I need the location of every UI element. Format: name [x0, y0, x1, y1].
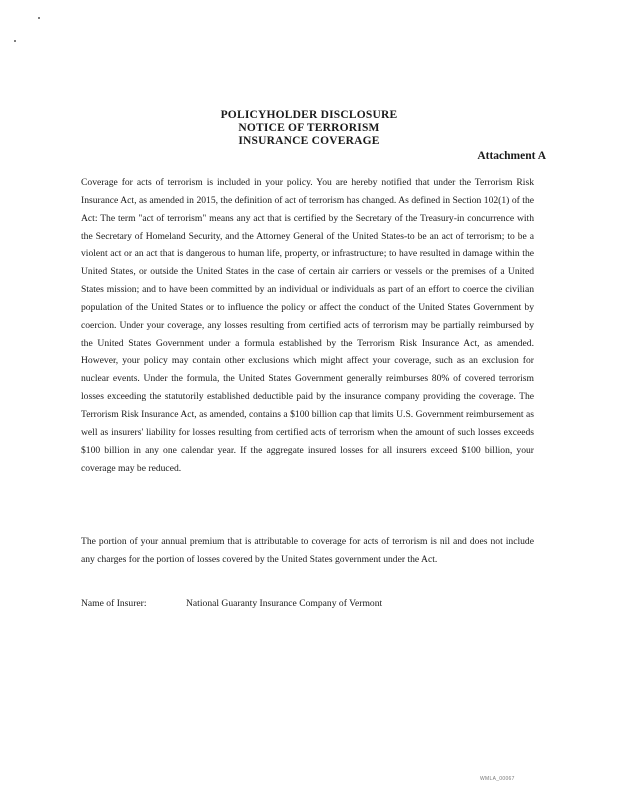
- bates-number: WMLA_00067: [480, 776, 515, 782]
- scan-speck: [38, 17, 40, 19]
- coverage-paragraph: Coverage for acts of terrorism is included in your policy. You are hereby notified that under the Terrorism Risk Insurance Act, as amended in 2015, the definition of act of terrorism has changed. As defined in Section 102(1) of the Act: The term "act of terrorism" means any act that is certified by the Secretary of the Treasury-in concurrence with the Secretary of Homeland Security, and the Attorney General of the United States-to be an act of terrorism; to be a violent act or an act that is dangerous to human life, property, or infrastructure; to have resulted in damage within the United States, or outside the United States in the case of certain air carriers or vessels or the premises of a United States mission; and to have been committed by an individual or individuals as part of an effort to coerce the civilian population of the United States or to influence the policy or affect the conduct of the United States Government by coercion. Under your coverage, any losses resulting from certified acts of terrorism may be partially reimbursed by the United States Government under a formula established by the Terrorism Risk Insurance Act, as amended. However, your policy may contain other exclusions which might affect your coverage, such as an exclusion for nuclear events. Under the formula, the United States Government generally reimburses 80% of covered terrorism losses exceeding the statutorily established deductible paid by the insurance company providing the coverage. The Terrorism Risk Insurance Act, as amended, contains a $100 billion cap that limits U.S. Government reimbursement as well as insurers' liability for losses resulting from certified acts of terrorism when the amount of such losses exceeds $100 billion in any one calendar year. If the aggregate insured losses for all insurers exceed $100 billion, your coverage may be reduced.: [81, 177, 534, 474]
- disclosure-title-line-2: NOTICE OF TERRORISM: [238, 122, 380, 134]
- disclosure-title-line-1: POLICYHOLDER DISCLOSURE: [220, 109, 398, 121]
- scan-speck: [14, 40, 16, 42]
- premium-paragraph: The portion of your annual premium that is attributable to coverage for acts of terrorism is nil and does not include any charges for the portion of losses covered by the United States government under the Act.: [81, 536, 534, 565]
- insurer-label: Name of Insurer:: [81, 598, 147, 609]
- disclosure-title-line-3: INSURANCE COVERAGE: [238, 135, 380, 147]
- insurer-name: National Guaranty Insurance Company of Vermont: [186, 598, 383, 609]
- attachment-label: Attachment A: [477, 150, 546, 162]
